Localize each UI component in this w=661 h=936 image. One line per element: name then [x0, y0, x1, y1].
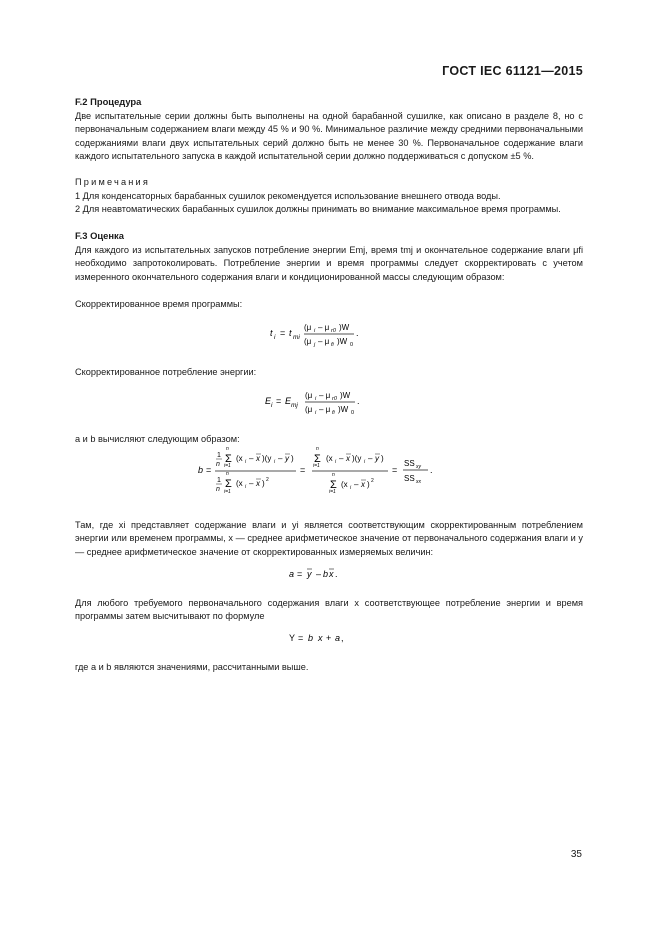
svg-text:x: x: [361, 480, 365, 489]
label-ab: a и b вычисляют следующим образом:: [75, 434, 240, 444]
svg-text:E: E: [265, 396, 272, 406]
svg-text:(x: (x: [326, 454, 333, 463]
svg-text:b: b: [198, 465, 204, 475]
svg-text:x: x: [346, 454, 350, 463]
svg-text:–: –: [249, 454, 254, 463]
svg-text:–: –: [249, 479, 254, 488]
svg-text:): ): [291, 454, 294, 463]
svg-text:n: n: [316, 446, 319, 452]
svg-text:(μ: (μ: [305, 391, 313, 400]
svg-text:Σ: Σ: [314, 453, 321, 465]
svg-text:y: y: [375, 454, 379, 463]
svg-text:i: i: [364, 459, 366, 465]
f3-paragraph-1: Для каждого из испытательных запусков потребление энергии Emj, время tmj и окончательное содержание влаги μfi необходимо запротоколировать. Потребление энергии и время программы следует скорректировать с учетом измеренного окончательного содержания влаги и кондиционированной массы следующим образом:: [75, 245, 583, 282]
svg-text:x: x: [318, 633, 323, 643]
svg-text:a: a: [335, 633, 341, 643]
svg-text:mj: mj: [291, 402, 298, 409]
f2-paragraph: [75, 110, 583, 164]
svg-text:1: 1: [217, 477, 221, 484]
svg-text:n: n: [226, 446, 229, 452]
svg-text:Σ: Σ: [225, 478, 232, 490]
svg-text:.: .: [356, 328, 359, 338]
svg-text:j: j: [314, 342, 316, 348]
svg-text:fi: fi: [331, 342, 334, 348]
svg-text:i: i: [335, 459, 337, 465]
svg-text:y: y: [307, 569, 312, 579]
svg-text:i: i: [271, 402, 273, 409]
svg-text:=: =: [297, 569, 303, 579]
svg-text:1: 1: [217, 452, 221, 459]
svg-text:.: .: [430, 465, 433, 475]
svg-text:)(y: )(y: [352, 454, 362, 463]
svg-text:(μ: (μ: [305, 405, 313, 414]
svg-text:–: –: [278, 454, 283, 463]
svg-text:i=1: i=1: [224, 463, 231, 469]
svg-text:.: .: [335, 569, 338, 579]
svg-text:– μ: – μ: [318, 337, 330, 346]
svg-text:): ): [381, 454, 384, 463]
f3-paragraph-3: Для любого требуемого первоначального содержания влаги x соответствующее потребление энергии и время программы затем высчитывают по формуле: [75, 598, 583, 622]
svg-text:t: t: [270, 328, 273, 338]
svg-text:i: i: [274, 334, 276, 341]
svg-text:SS: SS: [404, 459, 415, 468]
svg-text:–: –: [339, 454, 344, 463]
svg-text:)(y: )(y: [262, 454, 272, 463]
standard-number: ГОСТ IEC 61121—2015: [442, 64, 583, 78]
svg-text:n: n: [226, 471, 229, 477]
svg-text:)W: )W: [337, 337, 348, 346]
svg-text:r0: r0: [331, 328, 336, 334]
svg-text:Y: Y: [289, 633, 296, 643]
svg-text:): ): [367, 480, 370, 489]
formula-a: [287, 566, 357, 582]
formula-time: [268, 318, 368, 350]
svg-text:=: =: [280, 328, 286, 338]
label-corrected-energy: Скорректированное потребление энергии:: [75, 367, 257, 377]
svg-text:Σ: Σ: [225, 453, 232, 465]
svg-text:– μ: – μ: [319, 391, 331, 400]
svg-text:i=1: i=1: [313, 463, 320, 469]
f2-paragraph-text: Две испытательные серии должны быть выполнены на одной барабанной сушилке, как описано в разделе 8, но с первоначальным содержанием влаги между 45 % и 90 %. Минимальное различие между средними первоначальными содержаниями влаги двух испытательных серий должно быть не менее 30 %. Первоначальное содержание влаги каждого испытательного запуска в каждой испытательной серии должно поддерживаться с допуском ±5 %.: [75, 111, 583, 162]
svg-text:=: =: [206, 465, 212, 475]
svg-text:r0: r0: [332, 396, 337, 402]
svg-text:(μ: (μ: [304, 337, 312, 346]
svg-text:y: y: [285, 454, 289, 463]
svg-text:)W: )W: [340, 391, 351, 400]
formula-b: [196, 444, 456, 496]
section-heading-f2: F.2 Процедура: [75, 96, 142, 107]
svg-text:a: a: [289, 569, 295, 579]
svg-text:=: =: [392, 465, 398, 475]
svg-text:Σ: Σ: [330, 479, 337, 491]
notes-heading-text: Примечания: [75, 177, 151, 187]
svg-text:n: n: [216, 486, 220, 493]
svg-text:(x: (x: [236, 454, 243, 463]
f3-paragraph-2: Там, где xi представляет содержание влаги и yi является соответствующим скорректированным потреблением энергии или временем программы, x — среднее арифметическое значение от первоначального содержания влаги и y — среднее арифметическое значение от скорректированных измеряемых величин:: [75, 520, 583, 557]
svg-text:2: 2: [371, 478, 374, 484]
svg-text:mi: mi: [293, 334, 300, 341]
svg-text:E: E: [285, 396, 292, 406]
svg-text:x: x: [329, 569, 334, 579]
svg-text:x: x: [256, 454, 260, 463]
label-corrected-time: Скорректированное время программы:: [75, 299, 243, 309]
note-1: 1 Для конденсаторных барабанных сушилок рекомендуется использование внешнего отвода воды.: [75, 191, 501, 201]
svg-text:=: =: [276, 396, 282, 406]
svg-text:0: 0: [351, 410, 355, 416]
svg-text:i: i: [315, 396, 317, 402]
svg-text:=: =: [298, 633, 304, 643]
svg-text:i: i: [245, 484, 247, 490]
svg-text:i: i: [315, 410, 317, 416]
formula-energy: [263, 386, 363, 418]
svg-text:+: +: [326, 633, 332, 643]
svg-text:xy: xy: [416, 464, 421, 470]
svg-text:.: .: [357, 396, 360, 406]
svg-text:)W: )W: [339, 323, 350, 332]
svg-text:i: i: [350, 485, 352, 491]
f3-paragraph-4: где a и b являются значениями, рассчитанными выше.: [75, 662, 309, 672]
svg-text:(x: (x: [341, 480, 348, 489]
notes-heading: [75, 176, 583, 189]
svg-text:n: n: [332, 472, 335, 478]
svg-text:=: =: [300, 465, 306, 475]
svg-text:b: b: [308, 633, 314, 643]
svg-text:b: b: [323, 569, 329, 579]
svg-text:i: i: [245, 459, 247, 465]
formula-y: [287, 630, 367, 646]
svg-text:): ): [262, 479, 265, 488]
svg-text:0: 0: [350, 342, 354, 348]
svg-text:–: –: [354, 480, 359, 489]
note-2: 2 Для неавтоматических барабанных сушилок должны принимать во внимание максимальное время программы.: [75, 204, 561, 214]
svg-text:–: –: [316, 569, 322, 579]
svg-text:SS: SS: [404, 474, 415, 483]
svg-text:x: x: [256, 479, 260, 488]
svg-text:(μ: (μ: [304, 323, 312, 332]
section-heading-f3: F.3 Оценка: [75, 230, 124, 241]
svg-text:xx: xx: [416, 479, 421, 485]
svg-text:)W: )W: [338, 405, 349, 414]
svg-text:n: n: [216, 461, 220, 468]
svg-text:2: 2: [266, 477, 269, 483]
svg-text:,: ,: [341, 633, 344, 643]
svg-text:i: i: [314, 328, 316, 334]
svg-text:– μ: – μ: [318, 323, 330, 332]
page-number: 35: [570, 849, 582, 860]
svg-text:i: i: [274, 459, 276, 465]
svg-text:–: –: [368, 454, 373, 463]
svg-text:i=1: i=1: [329, 489, 336, 495]
svg-text:i=1: i=1: [224, 489, 231, 495]
svg-text:– μ: – μ: [319, 405, 331, 414]
svg-text:(x: (x: [236, 479, 243, 488]
svg-text:t: t: [289, 328, 292, 338]
svg-text:fi: fi: [332, 410, 335, 416]
